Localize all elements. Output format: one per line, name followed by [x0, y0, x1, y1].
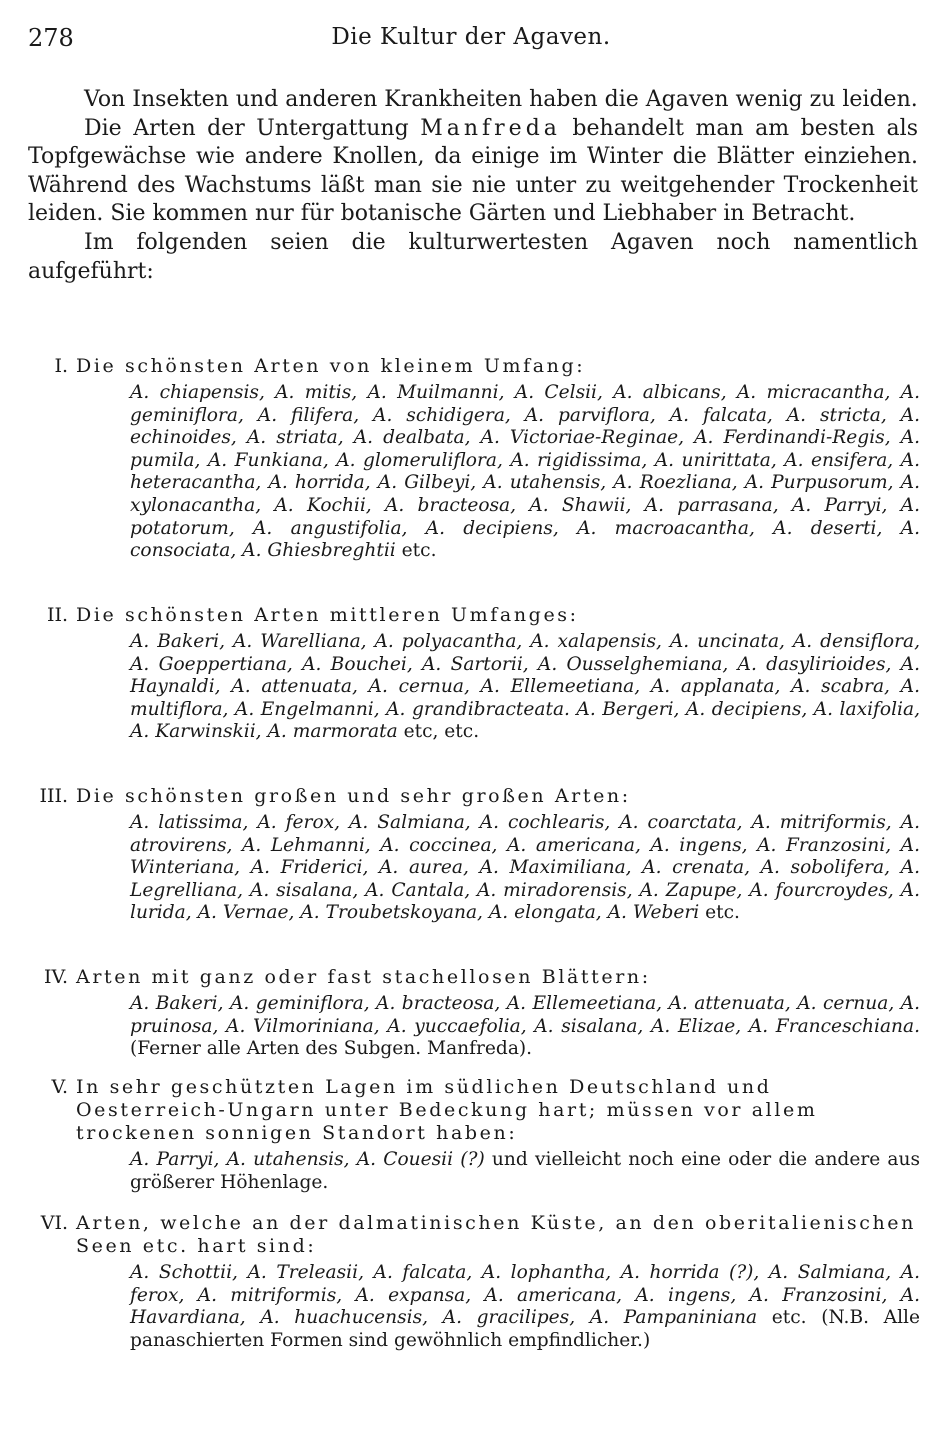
species-list	[130, 382, 920, 563]
species-list	[130, 993, 920, 1061]
page-number: 278	[28, 24, 74, 52]
section-heading	[28, 785, 920, 808]
species-list	[130, 1262, 920, 1352]
species-suffix: etc.	[395, 540, 437, 562]
page-header	[28, 24, 914, 56]
section-title: In sehr geschützten Lagen im südlichen Deutschland und Oesterreich-Ungarn unter Bedeckung hart; müssen vor allem trockenen sonnigen Standort haben:	[76, 1076, 818, 1144]
species-suffix: etc.	[699, 902, 740, 924]
section-1	[28, 355, 920, 563]
species-names: A. Schottii, A. Treleasii, A. falcata, A. lophantha, A. horrida (?), A. Salmiana, A. ferox, A. mitriformis, A. expansa, A. americana, A. ingens, A. Franzosini, A. Havardiana, A. huachucensis, A. gracilipes, A. Pampaniniana	[130, 1262, 920, 1329]
species-names: A. latissima, A. ferox, A. Salmiana, A. cochlearis, A. coarctata, A. mitriformis, A. atrovirens, A. Lehmanni, A. coccinea, A. americana, A. ingens, A. Franzosini, A. Winteriana, A. Friderici, A. aurea, A. Maximiliana, A. crenata, A. sobolifera, A. Legrelliana, A. sisalana, A. Cantala, A. miradorensis, A. Zapupe, A. fourcroydes, A. lurida, A. Vernae, A. Troubetskoyana, A. elongata, A. Weberi	[130, 812, 920, 924]
species-list	[130, 631, 920, 744]
section-numeral: VI.	[40, 1212, 68, 1234]
species-list	[130, 1149, 920, 1194]
section-numeral: IV.	[44, 966, 68, 988]
section-heading	[28, 966, 920, 989]
species-names: A. Bakeri, A. Warelliana, A. polyacantha, A. xalapensis, A. uncinata, A. densiflora, A. Goeppertiana, A. Bouchei, A. Sartorii, A. Ousselghemiana, A. dasylirioides, A. Haynaldi, A. attenuata, A. cernua, A. Ellemeetiana, A. applanata, A. scabra, A. multiflora, A. Engelmanni, A. grandibracteata. A. Bergeri, A. decipiens, A. laxifolia, A. Karwinskii, A. marmorata	[130, 631, 920, 743]
section-numeral: III.	[39, 785, 68, 807]
section-5	[28, 1076, 920, 1194]
paragraph-list-intro: Im folgenden seien die kulturwertesten Agaven noch namentlich aufgeführt:	[28, 229, 918, 284]
running-title: Die Kultur der Agaven.	[331, 24, 611, 50]
species-list	[130, 812, 920, 925]
section-heading	[28, 355, 920, 378]
section-2	[28, 604, 920, 744]
species-suffix: (Ferner alle Arten des Subgen. Manfreda).	[130, 1038, 533, 1060]
section-numeral: I.	[54, 355, 68, 377]
section-numeral: V.	[51, 1076, 68, 1098]
paragraph-insects: Von Insekten und anderen Krankheiten haben die Agaven wenig zu leiden.	[84, 87, 918, 112]
species-names: A. Bakeri, A. geminiflora, A. bracteosa, A. Ellemeetiana, A. attenuata, A. cernua, A. pruinosa, A. Vilmoriniana, A. yuccaefolia, A. sisalana, A. Elizae, A. Franceschiana.	[130, 993, 920, 1037]
section-title: Die schönsten Arten von kleinem Umfang:	[76, 355, 586, 377]
manfreda-text-before: Die Arten der Untergattung	[84, 115, 421, 141]
species-suffix: etc, etc.	[397, 721, 480, 743]
manfreda-term: Manfreda	[420, 115, 561, 141]
section-title: Die schönsten Arten mittleren Umfanges:	[76, 604, 579, 626]
section-numeral: II.	[46, 604, 68, 626]
section-heading	[28, 1212, 920, 1258]
species-names: A. Parryi, A. utahensis, A. Couesii (?)	[130, 1149, 485, 1170]
section-6	[28, 1212, 920, 1352]
manfreda-text-after: behandelt man am besten als Topfgewächse wie andere Knollen, da einige im Winter die Blätter einziehen. Während des Wachstums läßt man sie nie unter zu weitgehender Trockenheit leiden. Sie kommen nur für botanische Gärten und Liebhaber in Betracht.	[28, 115, 919, 227]
section-title: Die schönsten großen und sehr großen Arten:	[76, 785, 631, 807]
section-title: Arten mit ganz oder fast stachellosen Blättern:	[76, 966, 651, 988]
section-4	[28, 966, 920, 1061]
section-heading	[28, 1076, 920, 1145]
intro-text	[28, 86, 918, 286]
species-suffix: und vielleicht noch eine oder die andere aus größerer Höhenlage.	[130, 1149, 920, 1193]
section-3	[28, 785, 920, 925]
section-heading	[28, 604, 920, 627]
species-names: A. chiapensis, A. mitis, A. Muilmanni, A. Celsii, A. albicans, A. micracantha, A. geminiflora, A. filifera, A. schidigera, A. parviflora, A. falcata, A. stricta, A. echinoides, A. striata, A. dealbata, A. Victoriae-Reginae, A. Ferdinandi-Regis, A. pumila, A. Funkiana, A. glomeruliflora, A. rigidissima, A. unirittata, A. ensifera, A. heteracantha, A. horrida, A. Gilbeyi, A. utahensis, A. Roezliana, A. Purpusorum, A. xylonacantha, A. Kochii, A. bracteosa, A. Shawii, A. parrasana, A. Parryi, A. potatorum, A. angustifolia, A. decipiens, A. macroacantha, A. deserti, A. consociata, A. Ghiesbreghtii	[130, 382, 920, 562]
paragraph-manfreda	[28, 115, 918, 229]
section-title: Arten, welche an der dalmatinischen Küste, an den oberitalienischen Seen etc. hart sind:	[76, 1212, 916, 1257]
species-suffix: etc. (N.B. Alle panaschierten Formen sind gewöhnlich empfindlicher.)	[130, 1307, 920, 1351]
